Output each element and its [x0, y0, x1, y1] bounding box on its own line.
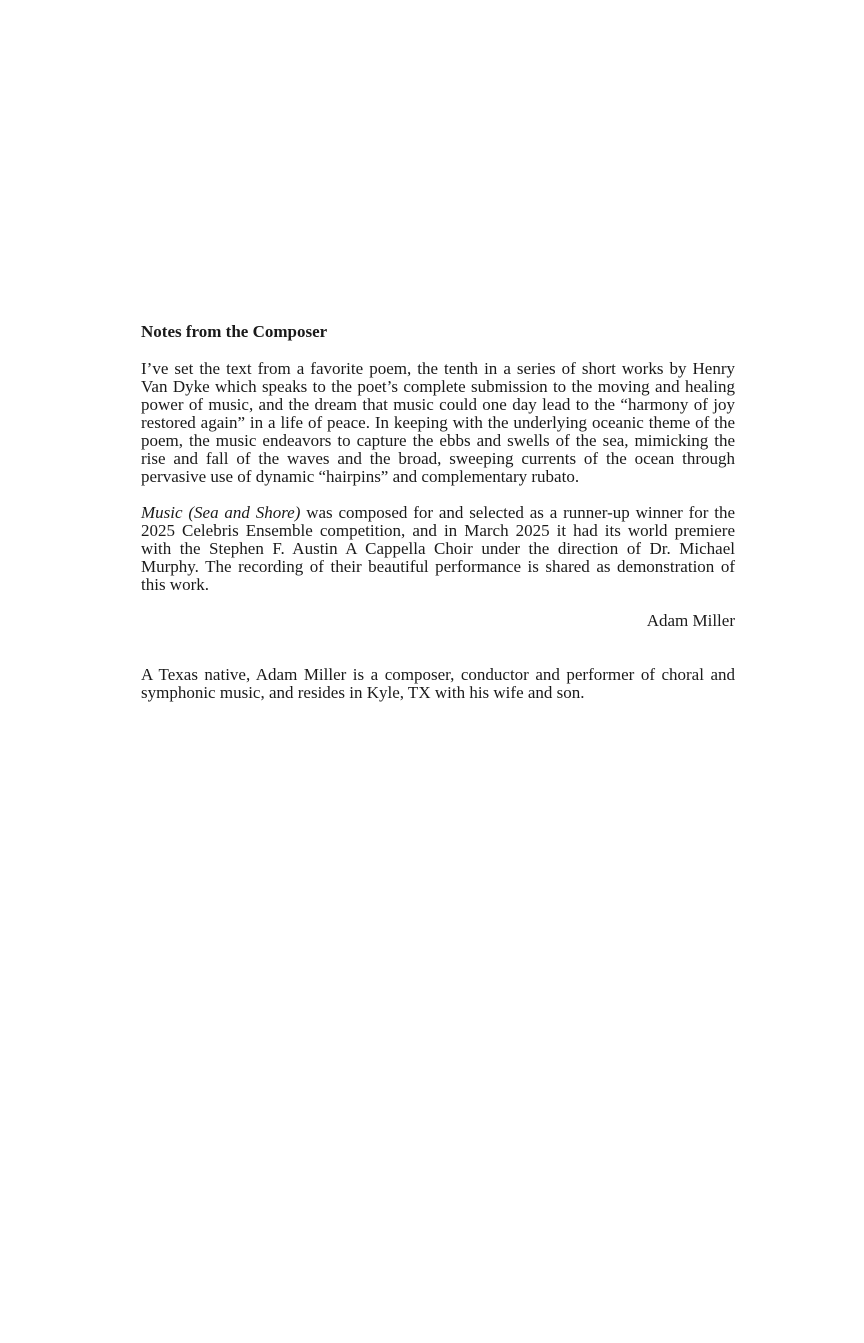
work-title: Music (Sea and Shore) — [141, 503, 301, 522]
notes-paragraph-2 — [141, 504, 735, 594]
notes-paragraph-2-text: was composed for and selected as a runner-up winner for the 2025 Celebris Ensemble competition, and in March 2025 it had its world premiere with the Stephen F. Austin A Cappella Choir under the direction of Dr. Michael Murphy. The recording of their beautiful performance is shared as demonstration of this work. — [141, 503, 735, 594]
notes-heading: Notes from the Composer — [141, 322, 328, 341]
composer-bio: A Texas native, Adam Miller is a composer, conductor and performer of choral and symphonic music, and resides in Kyle, TX with his wife and son. — [141, 665, 735, 702]
composer-signature: Adam Miller — [646, 611, 735, 630]
composer-notes-page — [141, 322, 735, 702]
notes-paragraph-1: I’ve set the text from a favorite poem, the tenth in a series of short works by Henry Van Dyke which speaks to the poet’s complete submission to the moving and healing power of music, and the dream that music could one day lead to the “harmony of joy restored again” in a life of peace. In keeping with the underlying oceanic theme of the poem, the music endeavors to capture the ebbs and swells of the sea, mimicking the rise and fall of the waves and the broad, sweeping currents of the ocean through pervasive use of dynamic “hairpins” and complementary rubato. — [141, 359, 735, 486]
